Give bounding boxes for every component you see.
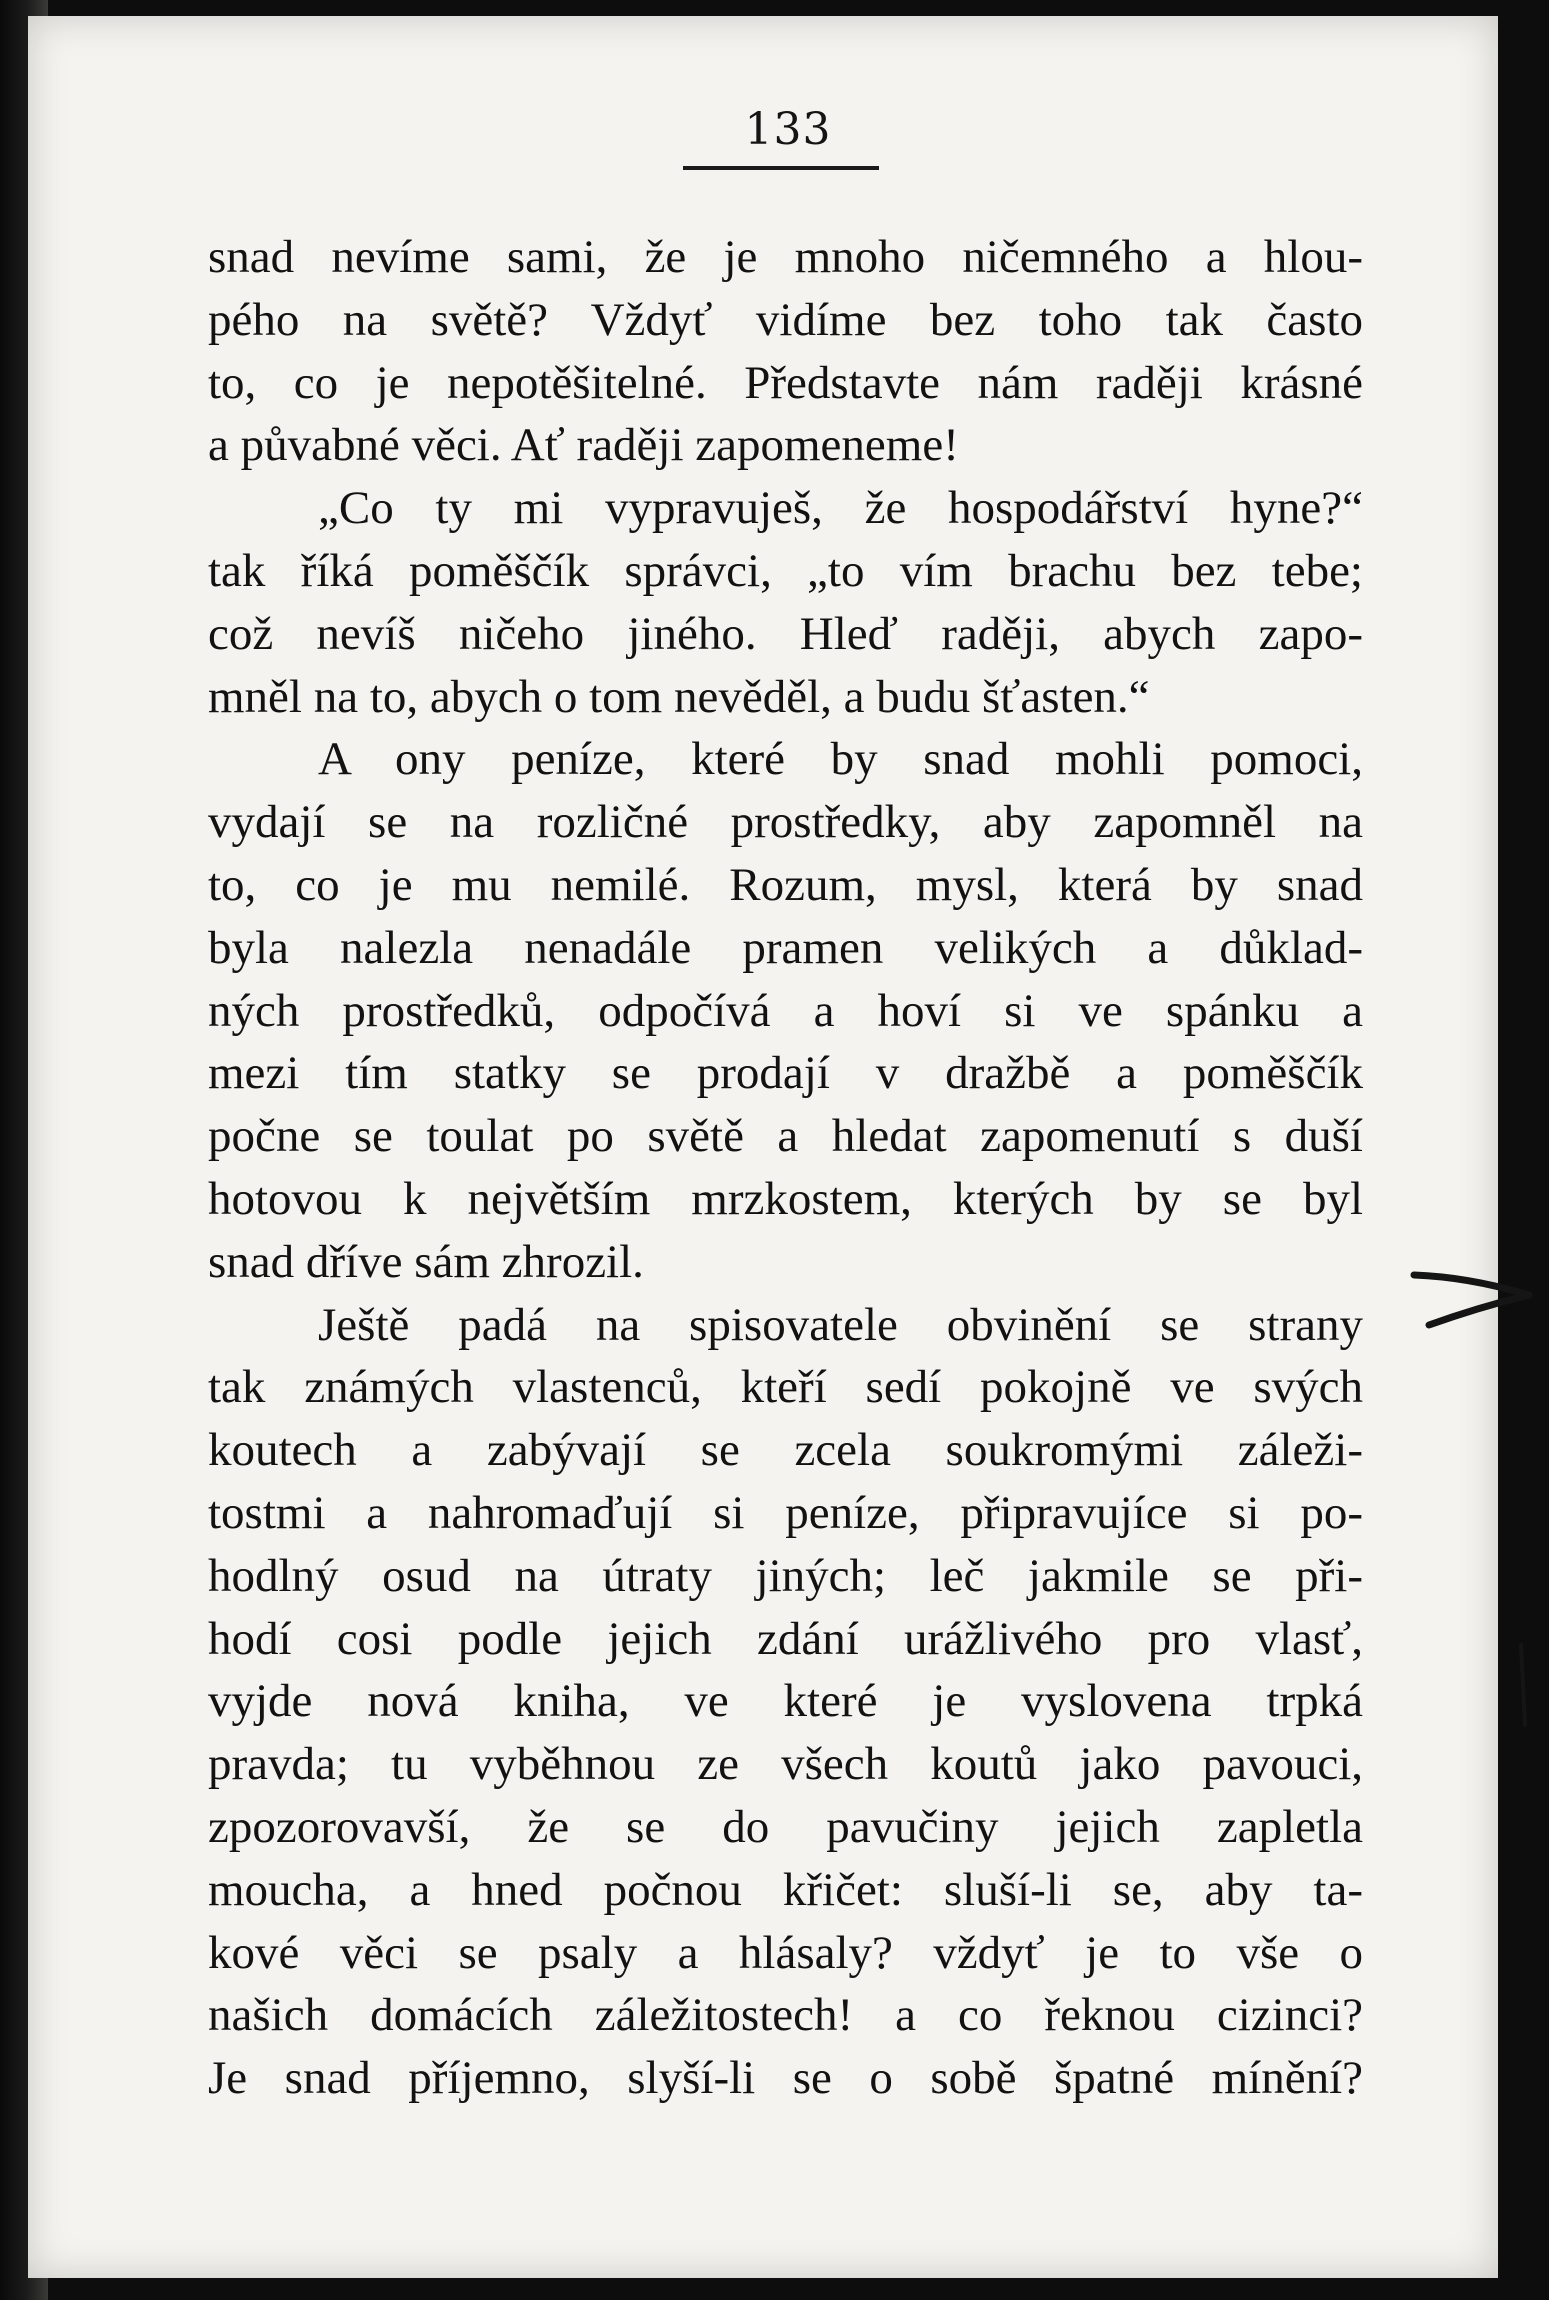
text-line: zpozorovavší, že se do pavučiny jejich zapletla — [208, 1800, 1363, 1853]
text-line: Je snad příjemno, slyší-li se o sobě špatné mínění? — [208, 2052, 1363, 2105]
text-line: vyjde nová kniha, ve které je vyslovena trpká — [208, 1675, 1363, 1728]
text-line: ných prostředků, odpočívá a hoví si ve spánku a — [208, 984, 1363, 1037]
text-line: vydají se na rozličné prostředky, aby zapomněl na — [208, 796, 1363, 849]
text-line: tak říká poměščík správci, „to vím brachu bez tebe; — [208, 544, 1363, 597]
text-line: což nevíš ničeho jiného. Hleď raději, abych zapo- — [208, 607, 1363, 660]
margin-tick-icon — [1517, 1640, 1529, 1730]
text-line: a půvabné věci. Ať raději zapomeneme! — [208, 419, 959, 472]
text-line: koutech a zabývají se zcela soukromými záleži- — [208, 1424, 1363, 1477]
text-line: hodí cosi podle jejich zdání urážlivého pro vlasť, — [208, 1612, 1363, 1665]
text-line: hotovou k největším mrzkostem, kterých by se byl — [208, 1172, 1363, 1225]
text-line: moucha, a hned počnou křičet: sluší-li se, aby ta- — [208, 1863, 1363, 1916]
text-line: tak známých vlastenců, kteří sedí pokojně ve svých — [208, 1361, 1363, 1414]
body-text — [208, 226, 1363, 2110]
page-number: 133 — [744, 104, 832, 155]
header-rule — [683, 166, 879, 170]
text-line: našich domácích záležitostech! a co řeknou cizinci? — [208, 1989, 1363, 2042]
text-line: A ony peníze, které by snad mohli pomoci, — [318, 733, 1363, 786]
text-line: mněl na to, abych o tom nevěděl, a budu šťasten.“ — [208, 670, 1150, 723]
text-line: počne se toulat po světě a hledat zapomenutí s duší — [208, 1110, 1363, 1163]
text-line: snad nevíme sami, že je mnoho ničemného a hlou- — [208, 231, 1363, 283]
text-line: to, co je mu nemilé. Rozum, mysl, která by snad — [208, 858, 1363, 911]
text-line: tostmi a nahromaďují si peníze, připravujíce si po- — [208, 1486, 1363, 1539]
text-line: snad dříve sám zhrozil. — [208, 1235, 644, 1288]
text-line: „Co ty mi vypravuješ, že hospodářství hyne?“ — [318, 482, 1363, 535]
text-line: Ještě padá na spisovatele obvinění se strany — [318, 1298, 1363, 1351]
text-line: pravda; tu vyběhnou ze všech koutů jako pavouci, — [208, 1738, 1363, 1791]
book-page — [28, 16, 1498, 2278]
text-line: kové věci se psaly a hlásaly? vždyť je to vše o — [208, 1926, 1363, 1979]
text-line: to, co je nepotěšitelné. Představte nám raději krásné — [208, 356, 1363, 409]
text-line: hodlný osud na útraty jiných; leč jakmile se při- — [208, 1549, 1363, 1602]
text-line: mezi tím statky se prodají v dražbě a poměščík — [208, 1047, 1363, 1100]
text-line: byla nalezla nenadále pramen velikých a důklad- — [208, 921, 1363, 974]
margin-pencil-mark-icon — [1409, 1255, 1539, 1335]
text-line: pého na světě? Vždyť vidíme bez toho tak často — [208, 293, 1363, 346]
